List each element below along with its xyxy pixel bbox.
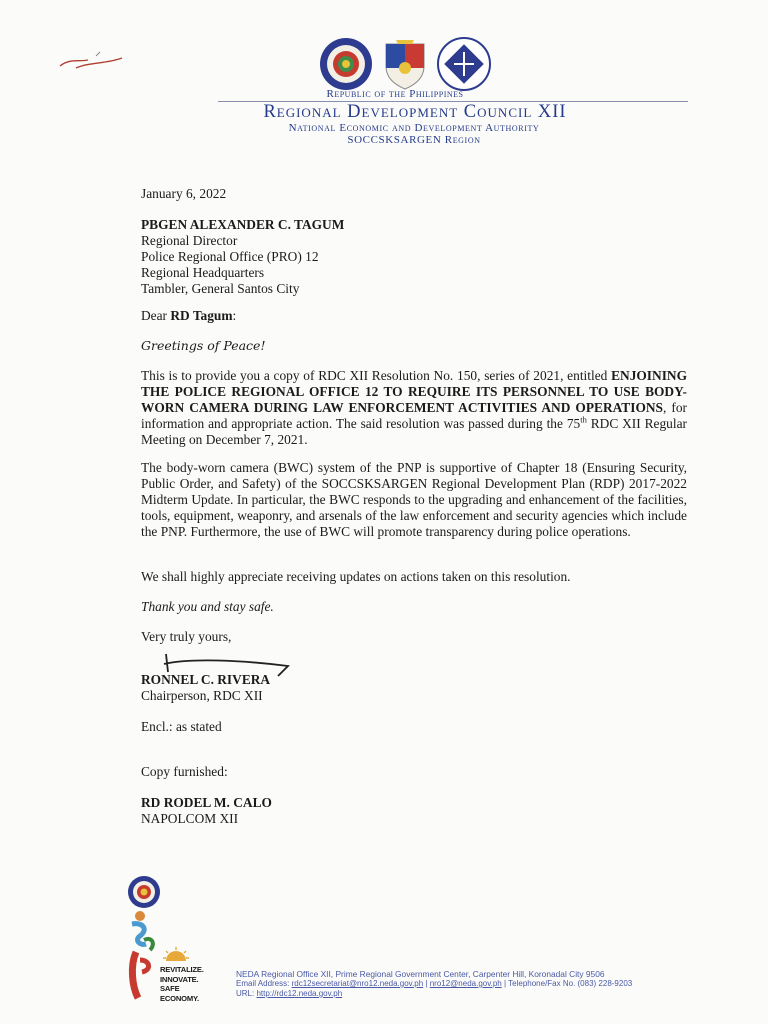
p1-middle: , for information and appropriate action. The said resolution was passed during the 75	[141, 400, 688, 431]
separator: |	[423, 979, 430, 988]
slogan-line: REVITALIZE.	[160, 965, 204, 974]
republic-heading: Republic of the Philippines	[326, 88, 464, 100]
slogan-line: SAFE	[160, 984, 180, 994]
url-line	[236, 989, 632, 999]
email-label: Email Address:	[236, 979, 292, 988]
salutation-prefix: Dear	[141, 308, 171, 323]
recipient-name: PBGEN ALEXANDER C. TAGUM	[141, 217, 345, 232]
separator: |	[501, 979, 509, 988]
region-name: SOCCSKSARGEN Region	[347, 134, 481, 146]
recipient-location: Tambler, General Santos City	[141, 281, 300, 296]
letter-date: January 6, 2022	[141, 186, 227, 201]
salutation	[141, 308, 687, 324]
website-link[interactable]: http://rdc12.neda.gov.ph	[256, 989, 343, 998]
rdc-xii-seal-icon	[318, 36, 374, 92]
slogan-line: INNOVATE.	[160, 974, 199, 984]
email-link-secretariat[interactable]: rdc12secretariat@nro12.neda.gov.ph	[291, 979, 424, 988]
neda-logo-icon	[436, 36, 492, 92]
header-logos	[318, 36, 498, 94]
complimentary-close: Very truly yours,	[141, 629, 232, 644]
paragraph-4: Thank you and stay safe.	[141, 599, 274, 614]
paragraph-3: We shall highly appreciate receiving updates on actions taken on this resolution.	[141, 569, 571, 584]
recipient-block	[141, 217, 687, 297]
recipient-title: Regional Director	[141, 233, 238, 248]
cc-office: NAPOLCOM XII	[141, 811, 239, 826]
email-line	[236, 979, 632, 989]
url-label: URL:	[236, 989, 257, 998]
recipient-office: Police Regional Office (PRO) 12	[141, 249, 319, 264]
salutation-suffix: :	[232, 308, 237, 323]
signer-name: RONNEL C. RIVERA	[141, 672, 271, 687]
p1-ordinal: th	[580, 414, 587, 425]
p1-end: RDC XII Regular Meeting on December 7, 2021.	[141, 416, 687, 447]
rdc-xii-seal-icon	[126, 874, 162, 910]
pen-mark-icon	[56, 50, 126, 76]
slogan	[160, 965, 204, 1003]
paragraph-1	[141, 368, 687, 448]
paragraph-2: The body-worn camera (BWC) system of the PNP is supportive of Chapter 18 (Ensuring Security, Public Order, and Safety) of the SOCCSKSARGEN Regional Development Plan (RDP) 2017-2022 Midterm Update. In particular, the BWC responds to the upgrading and enhancement of the facilities, tools, equipment, weaponry, and arsenals of the law enforcement and security agencies which include the PNP. Furthermore, the use of BWC will promote transparency during police operations.	[141, 460, 687, 539]
footer-contact	[236, 969, 632, 999]
cc-name: RD RODEL M. CALO	[141, 795, 272, 810]
phone-number: Telephone/Fax No. (083) 228-9203	[508, 979, 633, 988]
salutation-name: RD Tagum	[170, 308, 233, 323]
sun-icon	[162, 946, 190, 962]
greeting: Greetings of Peace!	[141, 338, 266, 353]
signer-title: Chairperson, RDC XII	[141, 688, 263, 703]
copy-furnished-block	[141, 795, 687, 827]
enclosure-note: Encl.: as stated	[141, 719, 222, 734]
office-address: NEDA Regional Office XII, Prime Regional Government Center, Carpenter Hill, Koronadal City 9506	[236, 969, 605, 979]
email-link-nro12[interactable]: nro12@neda.gov.ph	[429, 979, 502, 988]
slogan-line: ECONOMY.	[160, 993, 199, 1003]
signer-block	[141, 672, 687, 704]
resolution-title: ENJOINING THE POLICE REGIONAL OFFICE 12 TO REQUIRE ITS PERSONNEL TO USE BODY-WORN CAMERA DURING LAW ENFORCEMENT ACTIVITIES AND OPERATIONS	[141, 368, 687, 415]
recipient-hq: Regional Headquarters	[141, 265, 265, 280]
agency-name: National Economic and Development Authority	[288, 122, 540, 134]
p1-intro: This is to provide you a copy of RDC XII Resolution No. 150, series of 2021, entitled	[141, 368, 612, 383]
council-name: Regional Development Council XII	[263, 102, 567, 122]
copy-furnished-label: Copy furnished:	[141, 764, 228, 779]
philippine-coat-of-arms-icon	[382, 38, 428, 90]
